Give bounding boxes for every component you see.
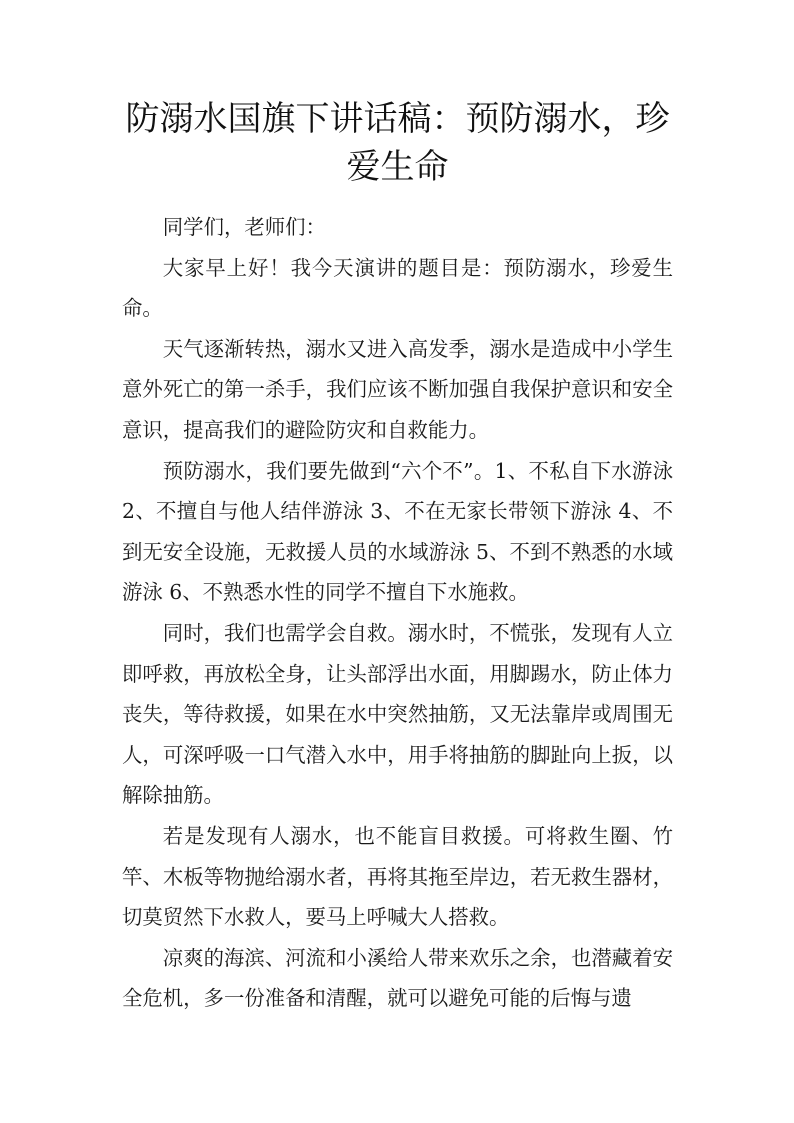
- paragraph-six-rules: 预防溺水，我们要先做到“六个不”。1、不私自下水游泳 2、不擅自与他人结伴游泳 3、不在无家长带领下游泳 4、不到无安全设施，无救援人员的水域游泳 5、不到不熟悉的水域游泳 6、不熟悉水性的同学不擅自下水施救。: [122, 458, 673, 605]
- paragraph-rescue-others: 若是发现有人溺水，也不能盲目救援。可将救生圈、竹竿、木板等物抛给溺水者，再将其拖至岸边，若无救生器材，切莫贸然下水救人，要马上呼喊大人搭救。: [122, 823, 673, 930]
- paragraph-intro: 大家早上好！我今天演讲的题目是：预防溺水，珍爱生命。: [122, 255, 673, 321]
- document-title: 防溺水国旗下讲话稿：预防溺水，珍爱生命: [125, 99, 670, 187]
- paragraph-self-rescue: 同时，我们也需学会自救。溺水时，不慌张，发现有人立即呼救，再放松全身，让头部浮出水面，用脚踢水，防止体力丧失，等待救援，如果在水中突然抽筋，又无法靠岸或周围无人，可深呼吸一口气潜入水中，用手将抽筋的脚趾向上扳，以解除抽筋。: [122, 620, 673, 808]
- paragraph-closing: 凉爽的海滨、河流和小溪给人带来欢乐之余，也潜藏着安全危机，多一份准备和清醒，就可以避免可能的后悔与遗: [122, 945, 673, 1011]
- document-page: [122, 95, 673, 1019]
- paragraph-season-warning: 天气逐渐转热，溺水又进入高发季，溺水是造成中小学生意外死亡的第一杀手，我们应该不断加强自我保护意识和安全意识，提高我们的避险防灾和自救能力。: [122, 336, 673, 442]
- paragraph-greeting: 同学们，老师们：: [162, 215, 326, 239]
